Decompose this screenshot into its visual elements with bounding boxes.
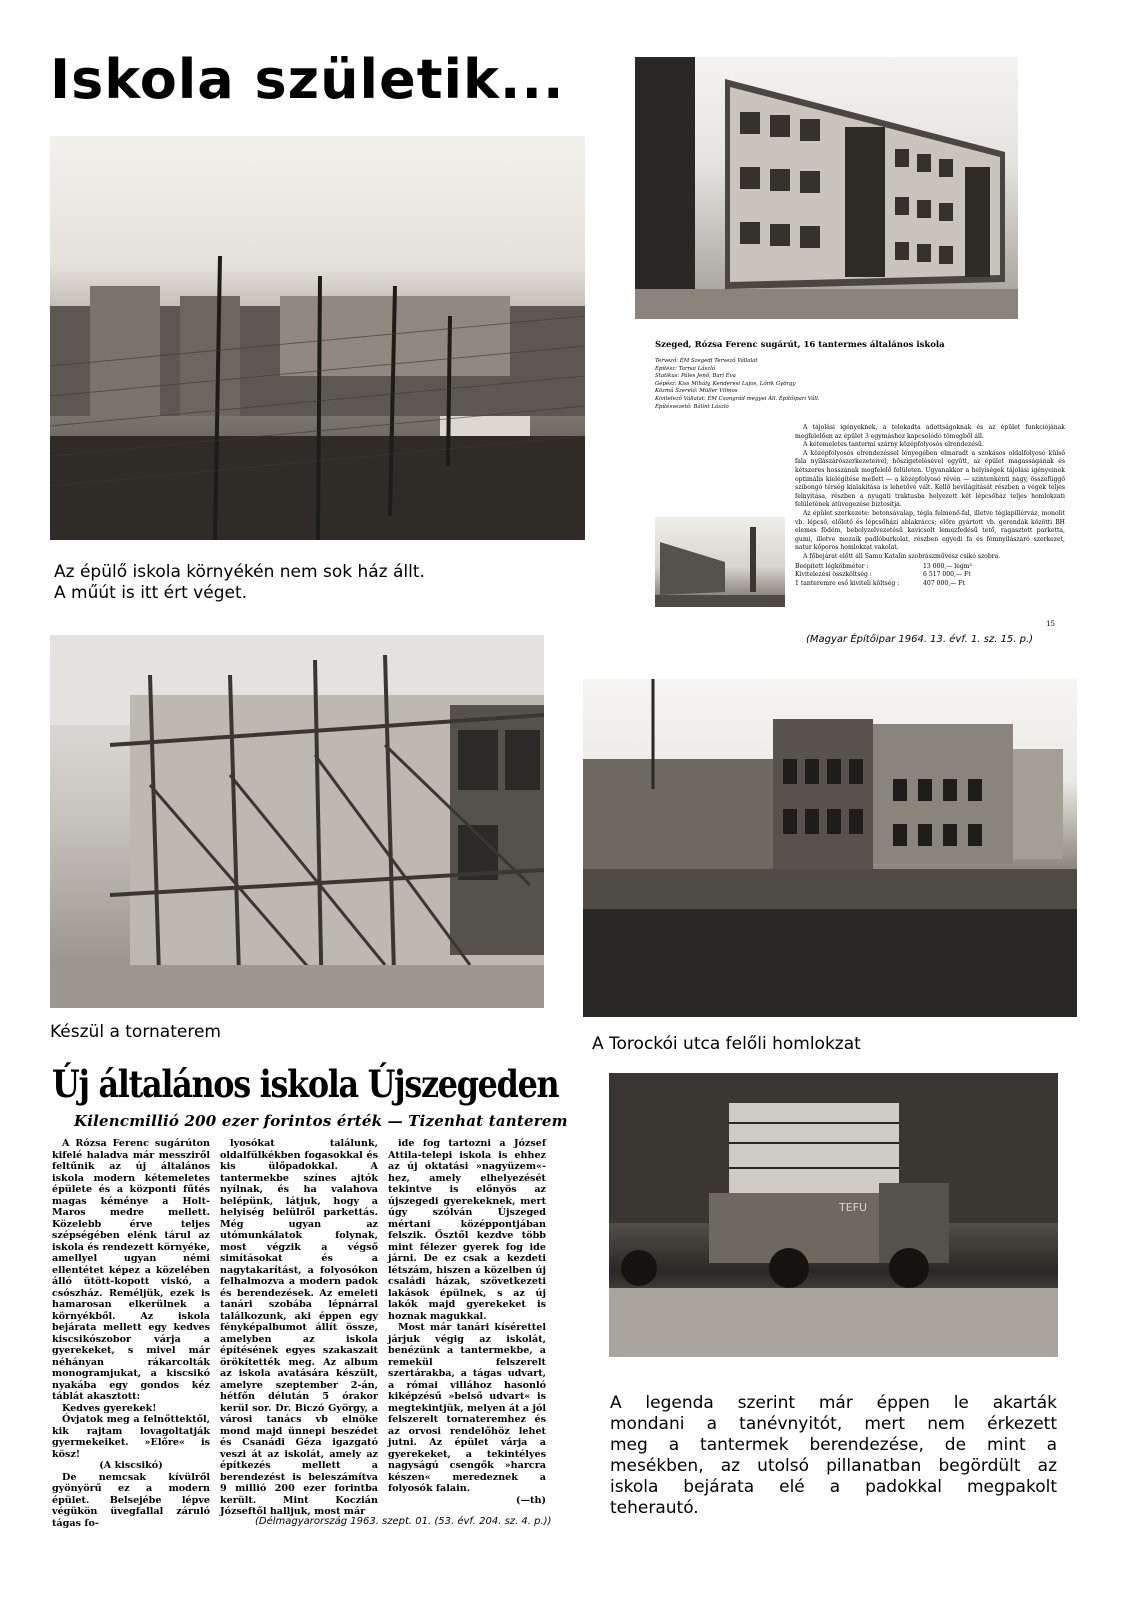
stat-value: 6 517 000,— Ft: [923, 571, 971, 579]
credit-line: Építész: Tarnai László: [655, 365, 716, 372]
newspaper-paragraph: Most már tanári kísérettel járjuk végig az iskolát, benézünk a tantermekbe, a remekül felszerelt szertárakba, a tágas udvart, a római villához hasonló kiképzésű »belső udvart« is megtekintjük, melyen át a jól felszerelt tornateremhez és az orvosi rendelőhöz lehet jutni. Az épület várja a gyerekeket, a tekintélyes nagyságú csengők »harcra készen« meredeznek a folyosók falain.: [388, 1322, 546, 1494]
magazine-body: [795, 424, 1065, 588]
newspaper-paragraph: Óvjatok meg a felnőttektől, kik rajtam lovagoltatják gyermekeiket. »Előre« is kösz!: [52, 1414, 210, 1460]
caption-line: Az épülő iskola környékén nem sok ház állt.: [54, 562, 425, 582]
magazine-paragraph: Az épület szerkezete: betonsávalap, tégla felmenő-fal, illetve téglapillérváz, monolit vb. lépcső, előlető és lépcsőházi ablakráccs; előre gyártott vb. gerendák közötti BH elemes födém, bebolyzelvezetésű kavicsolt lemezfedésű tető, ragasztott parketta, gumi, illetve mozaik padlóburkolat, részben egyedi fa és fémnyílászáró szerkezet, natur kőporos homlokzat vakolat.: [795, 509, 1065, 552]
newspaper-signature: (—th): [515, 1494, 546, 1506]
page-title: Iskola születik...: [50, 48, 565, 111]
newspaper-paragraph: Kedves gyerekek!: [62, 1402, 157, 1414]
caption-line: Készül a tornaterem: [50, 1022, 221, 1042]
newspaper-paragraph: De nemcsak kívülről gyönyörű ez a modern épület. Belsejébe lépve végükön üvegfallal záruló tágas fo-: [52, 1471, 210, 1529]
magazine-paragraph: A középfolyosós elrendezéssel lényegében elmaradt a szokásos oldalfolyosó külső fala nyílászárószerkezeteivel, hőszigetelésével együtt, az épület magasságának és kétszeres hosszának megfelelő felületen. Ugyanakkor a helyiségek tájolási igényeinek optimális kielégítése mellett — a középfolyosó révén — szintenkénti nagy, összefüggő szibongó térség kialakítása is lehetővé vált. Kellő bevilágítását részben a végek teljes felnyitása, részben a nyugati traktusba helyezett két lépcsőház teljes homlokzati felületének átüvegezése biztosítja.: [795, 449, 1065, 509]
caption-line: A műút is itt ért véget.: [54, 583, 248, 603]
stat-value: 407 000,— Ft: [923, 579, 965, 587]
magazine-page-number: 15: [1046, 620, 1055, 628]
finished-building-photo: [635, 57, 1018, 319]
magazine-source: (Magyar Építőipar 1964. 13. évf. 1. sz. 15. p.): [806, 634, 1034, 645]
gym-scaffolding-caption: [50, 1022, 221, 1043]
torockoi-facade-photo: [583, 679, 1077, 1017]
torockoi-facade-caption: [592, 1034, 861, 1055]
magazine-paragraph: A főbejárat előtt áll Samu Katalin szobrászművész csikó szobra.: [803, 552, 1001, 560]
caption-line: mesékben, az utolsó pillanatban begördült az: [610, 1456, 1057, 1476]
caption-line: teherautó.: [610, 1498, 699, 1518]
furniture-truck-photo: [609, 1073, 1058, 1357]
newspaper-paragraph: lyosókat találunk, oldalfülkékben fogasokkal és kis ülőpadokkal. A tantermekbe színes ajtók nyílnak, és ha valahova belépünk, látjuk, hogy a helyiség belülről parkettás. Még ugyan az utómunkálatok folynak, most végzik a végső simításokat és a nagytakarítást, a folyosókon felhalmozva a modern padok és berendezések. Az emeleti tanári szobába lépnárral találkozunk, aki éppen egy fényképalbumot állít össze, amelyben az iskola építésének egyes szakaszait örökítették meg. Az album az iskola avatására készült, amelyre szeptember 2-án, hétfőn délután 5 órakor kerül sor. Dr. Biczó György, a városi tanács vb elnöke mond majd ünnepi beszédet és Csanádi Géza igazgató veszi át az iskolát, amely az építkezés mellett a berendezést is beleszámítva 9 millió 200 ezer forintba került. Mint Koczián Józseftől halljuk, most már: [220, 1138, 378, 1517]
magazine-stats: [795, 563, 1065, 589]
newspaper-paragraph: (A kiscsikó): [99, 1460, 163, 1471]
caption-line: meg a tantermek berendezése, de mint a: [610, 1435, 1057, 1455]
newspaper-column: [388, 1138, 546, 1529]
truck-label: TEFU: [839, 1201, 868, 1214]
credit-line: Kivitelező Vállalat: ÉM Csongrád megyei Áll. Építőipari Váll.: [655, 395, 820, 402]
credit-line: Építésvezető: Bálint László: [655, 403, 729, 410]
credit-line: Gépész: Kiss Mihály, Kenderesi Lajos, Lőrik György: [655, 380, 796, 387]
stat-row: [795, 563, 1065, 572]
stat-row: [795, 580, 1065, 589]
newspaper-subheadline: Kilencmillió 200 ezer forintos érték — Tizenhat tanterem: [74, 1112, 568, 1130]
caption-line: A legenda szerint már éppen le akarták: [610, 1393, 1057, 1413]
stat-label: Kivitelezési összköltség :: [795, 571, 872, 579]
caption-line: iskola bejárata elé a padokkal megpakolt: [610, 1477, 1057, 1497]
credit-line: Statikus: Páles Jenő, Bari Éva: [655, 373, 736, 380]
caption-line: A Torockói utca felőli homlokzat: [592, 1034, 861, 1054]
stat-label: Beépített légköbméter :: [795, 562, 869, 570]
magazine-paragraph: A kétemeletes tantermi szárny középfolyosós elrendezésű.: [803, 441, 984, 449]
stat-row: [795, 571, 1065, 580]
furniture-truck-caption: [610, 1393, 1057, 1519]
newspaper-columns: [52, 1138, 546, 1529]
newspaper-headline: Új általános iskola Újszegeden: [52, 1062, 559, 1106]
credit-line: Közmű Szerelő: Müller Vilmos: [655, 388, 738, 395]
newspaper-column: [220, 1138, 378, 1529]
gym-scaffolding-photo: [50, 635, 544, 1008]
construction-site-photo: [50, 136, 585, 540]
magazine-clipping: [655, 340, 1065, 640]
magazine-paragraph: A tájolási igényeknek, a telekadta adottságoknak és az épület funkciójának megfelelően az épület 3 egymáshoz kapcsolódó tömegből áll.: [795, 424, 1065, 440]
magazine-heading: Szeged, Rózsa Ferenc sugárút, 16 tantermes általános iskola: [655, 340, 945, 350]
newspaper-paragraph: A Rózsa Ferenc sugárúton kifelé haladva már messziről feltűnik az új általános iskola modern kétemeletes épülete és a központi fűtés magas kéménye a Holt-Maros medre mellett. Közelebb érve teljes szépségében elénk tárul az iskola és rendezett környéke, amellyel ugyan némi ellentétet képez a közelében álló ütött-kopott viskó, a csószház. Reméljük, ezek is hamarosan elkerülnek a környékből. Az iskola bejárata mellett egy kedves kiscsikószobor várja a gyerekeket, s mivel már néhányan rákarcolták monogramjukat, a kiscsikó nyakába egy gondos kéz táblát akasztott:: [52, 1138, 210, 1402]
newspaper-column: [52, 1138, 210, 1529]
magazine-credits: [655, 358, 1055, 411]
stat-label: 1 tanteremre eső kiviteli költség :: [795, 579, 900, 587]
credit-line: Tervező: ÉM Szegedi Tervező Vállalat: [655, 358, 758, 364]
caption-line: mondani a tanévnyitót, mert nem érkezett: [610, 1414, 1057, 1434]
newspaper-source: (Délmagyarország 1963. szept. 01. (53. évf. 204. sz. 4. p.)): [255, 1516, 552, 1527]
newspaper-paragraph: ide fog tartozni a József Attila-telepi iskola is ehhez az új oktatási »nagyüzem«-hez, amely elhelyezését tekintve is előnyös az újszegedi gyerekeknek, mert úgy szólván Újszeged mértani középpontjában felszik. Ősztől kezdve több mint félezer gyerek fog ide járni. De ez csak a kezdeti létszám, hiszen a közelben új családi házak, szövetkezeti lakások épülnek, s az új lakók majd gyerekeket is hoznak magukkal.: [388, 1138, 546, 1322]
stat-value: 13 000,— légm³: [923, 562, 972, 570]
building-thumbnail-photo: [655, 517, 785, 607]
construction-site-caption: [54, 562, 554, 604]
